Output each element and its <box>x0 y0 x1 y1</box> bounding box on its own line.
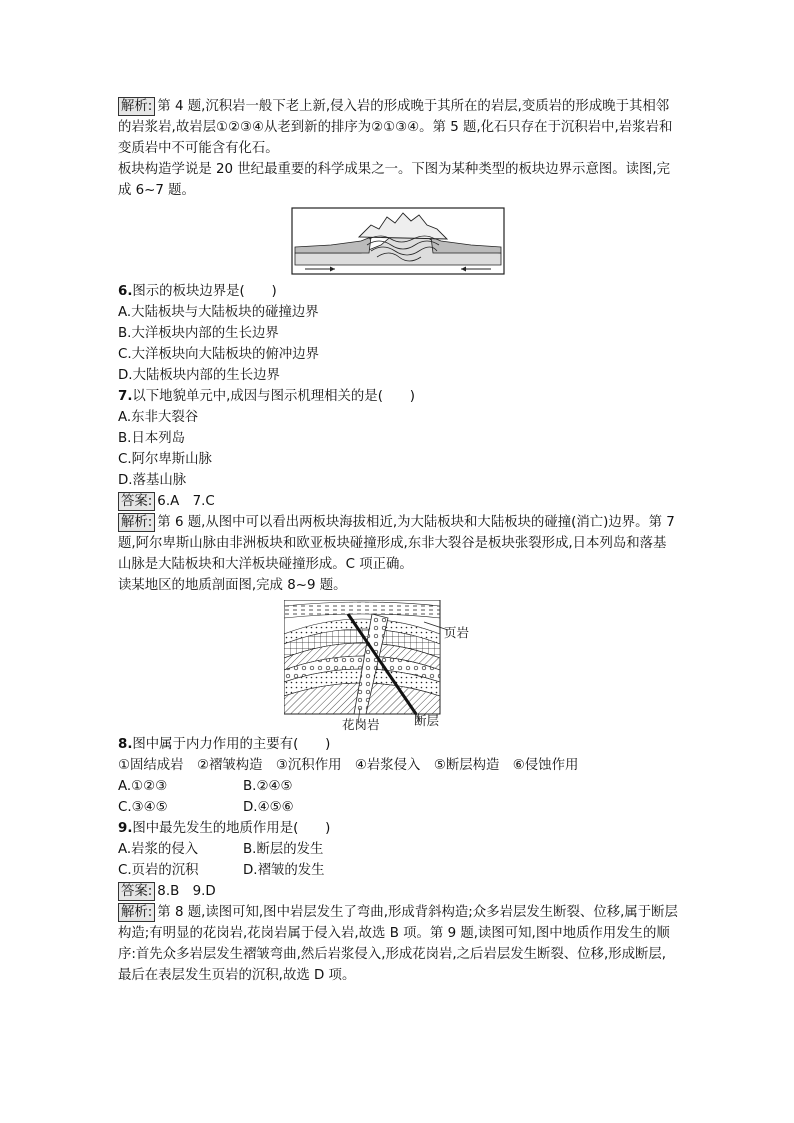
analysis-text: 第 4 题,沉积岩一般下老上新,侵入岩的形成晚于其所在的岩层,变质岩的形成晚于其相邻的岩浆岩,故岩层①②③④从老到新的排序为②①③④。第 5 题,化石只存在于沉积岩中,岩浆岩和变质岩中不可能含有化石。 <box>118 99 673 156</box>
q9-options-row-1 <box>118 839 678 860</box>
q6-option-b: B.大洋板块内部的生长边界 <box>118 326 279 341</box>
question-8: 8.图中属于内力作用的主要有( ) <box>118 737 331 752</box>
question-9: 9.图中最先发生的地质作用是( ) <box>118 821 331 836</box>
question-6: 6.图示的板块边界是( ) <box>118 284 277 299</box>
label-fault: 断层 <box>414 713 440 728</box>
q6-option-a: A.大陆板块与大陆板块的碰撞边界 <box>118 305 319 320</box>
q6-option-d: D.大陆板块内部的生长边界 <box>118 368 280 383</box>
answer-tag: 答案: <box>118 492 155 511</box>
q8-option-a: A.①②③ <box>118 779 168 794</box>
q8-items: ①固结成岩 ②褶皱构造 ③沉积作用 ④岩浆侵入 ⑤断层构造 ⑥侵蚀作用 <box>118 758 579 773</box>
q8-option-b: B.②④⑤ <box>243 779 293 794</box>
answer-block-1: 答案: 6.A 7.C <box>118 491 678 512</box>
q7-option-a: A.东非大裂谷 <box>118 410 199 425</box>
q6-option-c: C.大洋板块向大陆板块的俯冲边界 <box>118 347 320 362</box>
analysis-block-3: 解析: 第 8 题,读图可知,图中岩层发生了弯曲,形成背斜构造;众多岩层发生断裂、位移,属于断层构造;有明显的花岗岩,花岗岩属于侵入岩,故选 B 项。第 9 题,读图可知,图中地质作用发生的顺序:首先众多岩层发生褶皱弯曲,然后岩浆侵入,形成花岗岩,之后岩层发生断裂、位移,形成断层,最后在表层发生页岩的沉积,故选 D 项。 <box>118 905 678 983</box>
analysis-tag: 解析: <box>118 513 155 532</box>
q8-options-row-1 <box>118 776 678 797</box>
analysis-tag: 解析: <box>118 97 155 116</box>
analysis-block-1 <box>118 96 678 159</box>
q7-option-d: D.落基山脉 <box>118 473 187 488</box>
q9-option-d: D.褶皱的发生 <box>243 863 325 878</box>
analysis-block-2: 解析: 第 6 题,从图中可以看出两板块海拔相近,为大陆板块和大陆板块的碰撞(消亡)边界。第 7 题,阿尔卑斯山脉由非洲板块和欧亚板块碰撞形成,东非大裂谷是板块张裂形成,日本列岛和落基山脉是大陆板块和大洋板块碰撞形成。C 项正确。 <box>118 515 675 572</box>
geologic-section-drawing <box>284 600 524 728</box>
answer-tag: 答案: <box>118 882 155 901</box>
document-page <box>118 96 678 986</box>
label-granite: 花岗岩 <box>342 717 380 732</box>
intro-8-9: 读某地区的地质剖面图,完成 8~9 题。 <box>118 578 347 593</box>
plate-boundary-figure <box>291 207 505 275</box>
q9-option-b: B.断层的发生 <box>243 842 324 857</box>
q7-option-b: B.日本列岛 <box>118 431 186 446</box>
intro-6-7: 板块构造学说是 20 世纪最重要的科学成果之一。下图为某种类型的板块边界示意图。读图,完成 6~7 题。 <box>118 162 671 198</box>
geologic-section-figure <box>284 600 524 732</box>
q8-option-d: D.④⑤⑥ <box>243 800 294 815</box>
q8-option-c: C.③④⑤ <box>118 800 168 815</box>
q7-option-c: C.阿尔卑斯山脉 <box>118 452 212 467</box>
question-7: 7.以下地貌单元中,成因与图示机理相关的是( ) <box>118 389 415 404</box>
answer-block-2: 答案: 8.B 9.D <box>118 881 678 902</box>
q9-options-row-2 <box>118 860 678 881</box>
label-shale: 页岩 <box>444 625 470 640</box>
q9-option-a: A.岩浆的侵入 <box>118 842 199 857</box>
q9-option-c: C.页岩的沉积 <box>118 863 199 878</box>
q8-options-row-2 <box>118 797 678 818</box>
analysis-tag: 解析: <box>118 903 155 922</box>
